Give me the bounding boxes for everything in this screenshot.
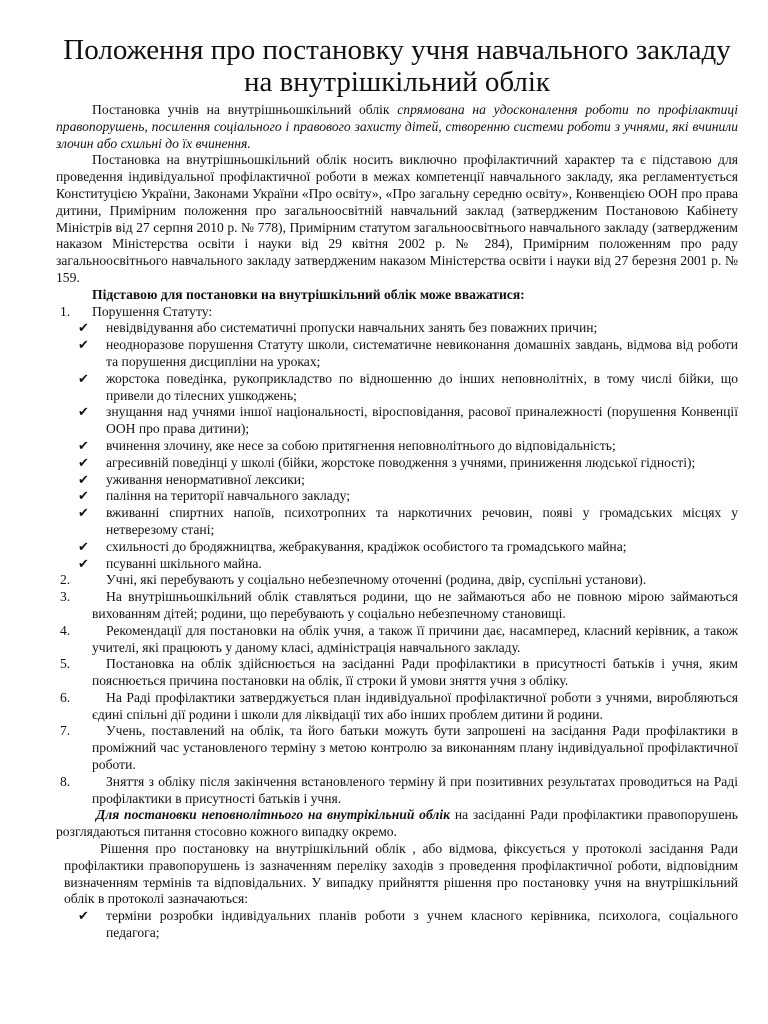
intro-italic: спрямована на удосконалення роботи по профілактиці правопорушень, посилення соціального і правового захисту дітей, створенню системи роботи з учнями, які вчинили злочин або схильні до їх вчинення. xyxy=(56,102,738,151)
minors-paragraph xyxy=(56,807,738,841)
list-item xyxy=(56,908,738,942)
minors-rest: на засіданні Ради профілактики правопорушень розглядаються питання стосовно кожного випадку окремо. xyxy=(56,807,738,840)
item-text: На Раді профілактики затверджується план індивідуальної профілактичної роботи з учнями, виробляються єдині спільні дії родини і школи для ліквідації тих або інших проблем дитини й родини. xyxy=(92,689,738,722)
check-icon: ✔ xyxy=(78,908,89,924)
item-number: 7. xyxy=(60,723,71,739)
list-item-text: невідвідування або систематичні пропуски навчальних занять без поважних причин; xyxy=(106,320,598,336)
list-item-text: терміни розробки індивідуальних планів роботи з учнем класного керівника, психолога, соціального педагога; xyxy=(106,908,738,941)
list-item-text: уживання ненормативної лексики; xyxy=(106,471,305,487)
list-item-text: вчинення злочину, яке несе за собою притягнення неповнолітнього до відповідальність; xyxy=(106,437,616,453)
intro-lead: Постановка учнів на внутрішньошкільний облік xyxy=(92,102,390,117)
check-icon: ✔ xyxy=(78,370,89,386)
legal-basis-paragraph: Постановка на внутрішньошкільний облік носить виключно профілактичний характер та є підставою для проведення індивідуальної профілактичної роботи в межах компетенції навчального закладу, яка регламентується Конституцією України, Законами України «Про освіту», «Про загальну середню освіту», Конвенцією ООН про права дитини, Примірним положення про загальноосвітній навчальний заклад (затвердженим Постановою Кабінету Міністрів від 27 серпня 2010 р. № 778), Примірним статутом загальноосвітнього навчального закладу (затвердженим наказом Міністерства освіти і науки від 29 квітня 2002 р. № 284), Примірним положенням про раду загальноосвітнього навчального закладу затвердженим наказом Міністерства освіти і науки від 27 березня 2001 р. № 159. xyxy=(56,152,738,285)
check-icon: ✔ xyxy=(78,454,89,470)
check-icon: ✔ xyxy=(78,505,89,521)
item-number: 6. xyxy=(60,689,71,705)
list-item xyxy=(56,539,738,556)
item-text: Учень, поставлений на облік, та його батьки можуть бути запрошені на засідання Ради профілактики в проміжний час установленого терміну з метою контролю за виконанням плану індивідуальної профілактичної роботи. xyxy=(92,723,738,773)
item-text: Зняття з обліку після закінчення встановленого терміну й при позитивних результатах проводиться на Раді профілактики в присутності батьків і учня. xyxy=(92,773,738,806)
list-item-text: схильності до бродяжництва, жебракування, крадіжок особистого та громадського майна; xyxy=(106,538,627,554)
check-icon: ✔ xyxy=(78,538,89,554)
item-text: Рекомендації для постановки на облік учня, а також її причини дає, насамперед, класний керівник, а також учителі, які працюють у даному класі, адміністрація навчального закладу. xyxy=(92,622,738,655)
list-item-text: агресивній поведінці у школі (бійки, жорстоке поводження з учнями, приниження людської гідності); xyxy=(106,454,696,470)
list-item xyxy=(56,572,738,589)
list-item-text: вживанні спиртних напоїв, психотропних та наркотичних речовин, появі у громадських місцях у нетверезому стані; xyxy=(106,505,738,537)
list-item xyxy=(56,723,738,773)
check-icon: ✔ xyxy=(78,404,89,420)
item-text: Учні, які перебувають у соціально небезпечному оточенні (родина, двір, суспільні установи). xyxy=(106,572,647,588)
item-text: Постановка на облік здійснюється на засіданні Ради профілактики в присутності батьків і учня, яким пояснюється причина постановки на облік, її строки й умови зняття учня з обліку. xyxy=(92,656,738,689)
item-number: 5. xyxy=(60,656,71,672)
list-item xyxy=(56,472,738,489)
list-item xyxy=(56,404,738,438)
list-item xyxy=(56,304,738,321)
list-item xyxy=(56,690,738,724)
list-item-text: псуванні шкільного майна. xyxy=(106,555,262,571)
numbered-list xyxy=(56,572,738,807)
minors-bold: Для постановки неповнолітнього на внутрікільний облік xyxy=(96,807,451,823)
list-item xyxy=(56,488,738,505)
list-item-text: паління на території навчального закладу; xyxy=(106,488,351,504)
list-item xyxy=(56,556,738,573)
list-item xyxy=(56,320,738,337)
list-item xyxy=(56,438,738,455)
check-icon: ✔ xyxy=(78,337,89,353)
list-item xyxy=(56,505,738,539)
decision-paragraph: Рішення про постановку на внутрішкільний облік , або відмова, фіксується у протоколі засідання Ради профілактики правопорушень із зазначенням переліку заходів з проведення профілактичної роботи, відповідним визначенням термінів та відповідальних. У випадку прийняття рішення про постановку учня на внутрішкільний облік в протоколі зазначаються: xyxy=(64,841,738,907)
list-item-text: знущання над учнями іншої національності, віросповідання, расової приналежності (порушення Конвенції ООН про права дитини); xyxy=(106,404,738,437)
check-icon: ✔ xyxy=(78,471,89,487)
item-number: 3. xyxy=(60,589,71,605)
list-item xyxy=(56,455,738,472)
check-icon: ✔ xyxy=(78,320,89,336)
list-item xyxy=(56,371,738,405)
basis-list xyxy=(56,304,738,321)
protocol-list xyxy=(56,908,738,942)
list-item xyxy=(56,337,738,371)
check-icon: ✔ xyxy=(78,555,89,571)
list-item xyxy=(56,774,738,808)
violations-list xyxy=(56,320,738,572)
list-item xyxy=(56,623,738,657)
item-number: 4. xyxy=(60,622,71,638)
list-item xyxy=(56,656,738,690)
basis-heading: Підставою для постановки на внутрішкільний облік може вважатися: xyxy=(92,286,525,302)
item-text: На внутрішньошкільний облік ставляться родини, що не займаються або не повною мірою займаються вихованням дітей; родини, що перебувають у соціально небезпечному становищі. xyxy=(92,589,738,621)
document-title: Положення про постановку учня навчального закладу на внутрішкільний облік xyxy=(63,34,731,98)
item-label: Порушення Статуту: xyxy=(92,303,213,319)
item-number: 1. xyxy=(60,303,71,319)
item-number: 8. xyxy=(60,773,71,789)
item-number: 2. xyxy=(60,572,71,588)
check-icon: ✔ xyxy=(78,437,89,453)
list-item xyxy=(56,589,738,623)
intro-paragraph xyxy=(56,102,738,152)
check-icon: ✔ xyxy=(78,488,89,504)
list-item-text: жорстока поведінка, рукоприкладство по відношенню до інших неповнолітніх, в тому числі бійки, що привели до тілесних ушкоджень; xyxy=(106,370,738,403)
list-item-text: неодноразове порушення Статуту школи, систематичне невиконання домашніх завдань, відмова від роботи та порушення дисципліни на уроках; xyxy=(106,337,738,369)
